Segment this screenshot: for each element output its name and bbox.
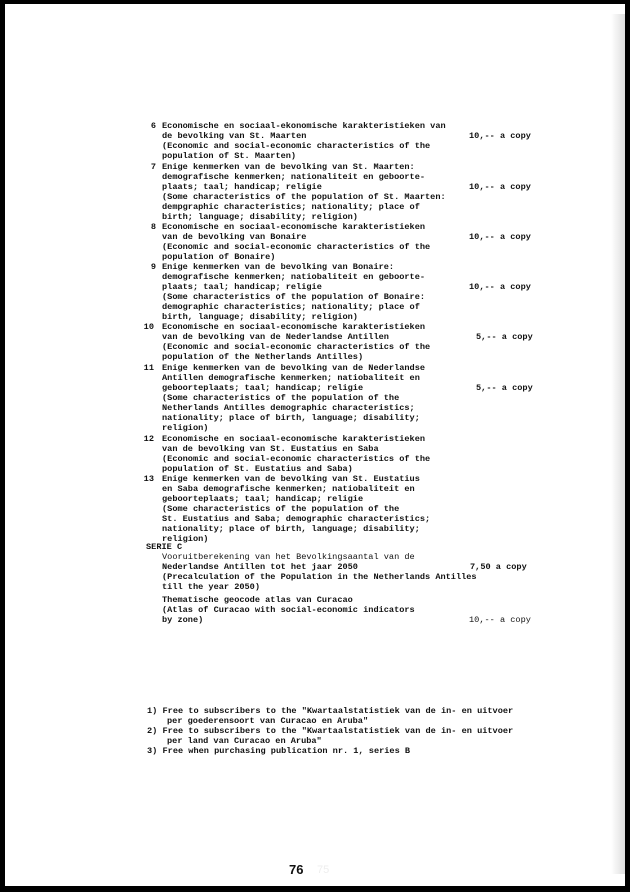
footnote-text: Free to subscribers to the "Kwartaalstatistiek van de in- en uitvoer <box>162 706 514 716</box>
footnotes <box>147 706 513 756</box>
footnote-1 <box>147 706 513 716</box>
entry-line: nationality; place of birth, language; disability; <box>162 413 420 423</box>
entry-line: en Saba demografische kenmerken; natiobaliteit en <box>162 484 415 494</box>
footnote-2 <box>147 726 513 736</box>
entry-line: (Atlas of Curacao with social-economic indicators <box>162 605 415 615</box>
entry-line: Economische en sociaal-economische karakteristieken <box>162 322 426 332</box>
entry-price: 5,-- a copy <box>476 332 533 342</box>
entry-line: population of the Netherlands Antilles) <box>162 352 364 362</box>
entry-number: 10 <box>143 322 154 332</box>
footnote-marker: 2) <box>147 726 158 736</box>
entry-line: van de bevolking van Bonaire <box>162 232 307 242</box>
entry-number: 12 <box>143 434 154 444</box>
entry-line: population of St. Eustatius and Saba) <box>162 464 353 474</box>
entry-line: Economische en sociaal-ekonomische karakteristieken van <box>162 121 446 131</box>
entry-line: demografische kenmerken; natiobaliteit en geboorte- <box>162 272 426 282</box>
serie-c-heading: SERIE C <box>146 542 183 552</box>
entry-price: 7,50 a copy <box>470 562 527 572</box>
entry-line: nationality; place of birth, language; disability; <box>162 524 420 534</box>
entry-line: demografische kenmerken; nationaliteit en geboorte- <box>162 172 426 182</box>
entry-line: Antillen demografische kenmerken; natiobaliteit en <box>162 373 420 383</box>
entry-number: 13 <box>143 474 154 484</box>
footnote-marker: 3) <box>147 746 158 756</box>
entry-number: 7 <box>150 162 156 172</box>
footnote-1-cont: per goederensoort van Curacao en Aruba" <box>167 716 369 726</box>
entry-line: Enige kenmerken van de bevolking van St. Eustatius <box>162 474 420 484</box>
entry-line: Thematische geocode atlas van Curacao <box>162 595 353 605</box>
entry-line: geboorteplaats; taal; handicap; religie <box>162 383 364 393</box>
footnote-text: Free to subscribers to the "Kwartaalstatistiek van de in- en uitvoer <box>162 726 514 736</box>
document-page <box>5 4 625 886</box>
bleed-through-page-number: 75 <box>317 864 330 876</box>
entry-line: by zone) <box>162 615 204 625</box>
entry-line: (Precalculation of the Population in the Netherlands Antilles <box>162 572 477 582</box>
entry-price: 10,-- a copy <box>469 282 531 292</box>
entry-line: van de bevolking van de Nederlandse Antillen <box>162 332 389 342</box>
entry-line: Netherlands Antilles demographic characteristics; <box>162 403 415 413</box>
entry-line: Economische en sociaal-economische karakteristieken <box>162 222 426 232</box>
entry-price: 10,-- a copy <box>469 131 531 141</box>
entry-price: 10,-- a copy <box>469 232 531 242</box>
footnote-3 <box>147 746 513 756</box>
entry-line: (Some characteristics of the population of the <box>162 504 400 514</box>
entry-number: 9 <box>150 262 156 272</box>
entry-line: population of Bonaire) <box>162 252 276 262</box>
entry-line: (Economic and social-economic characteristics of the <box>162 141 431 151</box>
entry-line: dempgraphic characteristics; nationality; place of <box>162 202 420 212</box>
entry-line: Vooruitberekening van het Bevolkingsaantal van de <box>162 552 415 562</box>
entry-line: St. Eustatius and Saba; demographic characteristics; <box>162 514 431 524</box>
entry-line: (Some characteristics of the population of Bonaire: <box>162 292 426 302</box>
entry-line: (Economic and social-economic characteristics of the <box>162 342 431 352</box>
entry-line: religion) <box>162 423 209 433</box>
entry-line: Nederlandse Antillen tot het jaar 2050 <box>162 562 358 572</box>
entry-price: 10,-- a copy <box>469 182 531 192</box>
entry-number: 6 <box>150 121 156 131</box>
entry-line: geboorteplaats; taal; handicap; religie <box>162 494 364 504</box>
footnote-text: Free when purchasing publication nr. 1, series B <box>162 746 411 756</box>
entry-line: till the year 2050) <box>162 582 260 592</box>
entry-line: plaats; taal; handicap; religie <box>162 182 322 192</box>
footnote-2-cont: per land van Curacao en Aruba" <box>167 736 322 746</box>
entry-line: population of St. Maarten) <box>162 151 297 161</box>
entry-price: 5,-- a copy <box>476 383 533 393</box>
entry-line: Economische en sociaal-economische karakteristieken <box>162 434 426 444</box>
entry-line: (Economic and social-economic characteristics of the <box>162 242 431 252</box>
entry-line: religion) <box>162 534 209 544</box>
entry-line: Enige kenmerken van de bevolking van St. Maarten: <box>162 162 415 172</box>
entry-line: (Some characteristics of the population of St. Maarten: <box>162 192 446 202</box>
entry-line: (Economic and social-economic characteristics of the <box>162 454 431 464</box>
entry-number: 11 <box>143 363 154 373</box>
entry-line: Enige kenmerken van de bevolking van de Nederlandse <box>162 363 426 373</box>
entry-line: (Some characteristics of the population of the <box>162 393 400 403</box>
entry-line: Enige kenmerken van de bevolking van Bonaire: <box>162 262 395 272</box>
entry-number: 8 <box>150 222 156 232</box>
entry-line: van de bevolking van St. Eustatius en Saba <box>162 444 379 454</box>
entry-price: 10,-- a copy <box>469 615 531 625</box>
entry-line: demographic characteristics; nationality; place of <box>162 302 420 312</box>
page-number: 76 <box>289 862 304 877</box>
entry-line: birth, language; disability; religion) <box>162 312 358 322</box>
entry-line: birth; language; disability; religion) <box>162 212 358 222</box>
entry-line: de bevolking van St. Maarten <box>162 131 307 141</box>
entry-line: plaats; taal; handicap; religie <box>162 282 322 292</box>
footnote-marker: 1) <box>147 706 158 716</box>
